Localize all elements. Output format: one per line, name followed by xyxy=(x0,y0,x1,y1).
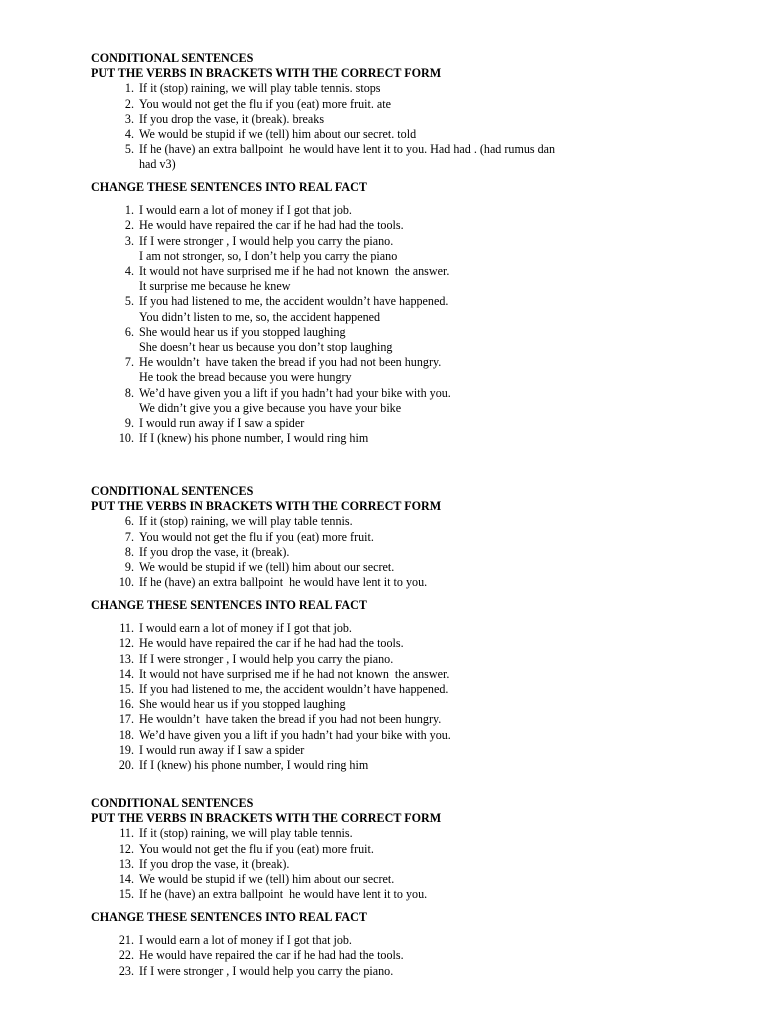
item-body xyxy=(135,234,397,264)
item-number: 2. xyxy=(124,218,134,233)
item-body xyxy=(135,386,451,416)
item-number: 6. xyxy=(124,324,134,339)
verb-form-list xyxy=(91,514,691,590)
item-answer: You didn’t listen to me, so, the accident happened xyxy=(139,309,381,324)
section-1 xyxy=(91,51,691,173)
item-number: 17. xyxy=(118,712,134,727)
item-text: I would run away if I saw a spider xyxy=(139,416,305,431)
item-body xyxy=(135,621,352,636)
item-number: 14. xyxy=(118,666,134,681)
item-number: 20. xyxy=(118,758,134,773)
item-number: 8. xyxy=(124,544,134,559)
section-2 xyxy=(91,484,691,590)
instruction-real-fact: CHANGE THESE SENTENCES INTO REAL FACT xyxy=(91,180,367,194)
item-body xyxy=(135,530,374,545)
item-body xyxy=(135,218,404,233)
item-answer: We didn’t give you a give because you have your bike xyxy=(139,400,402,415)
item-number: 8. xyxy=(124,385,134,400)
item-number: 2. xyxy=(124,96,134,111)
item-number: 10. xyxy=(118,431,134,446)
item-number: 11. xyxy=(119,621,134,636)
real-fact-list xyxy=(91,933,691,979)
item-number: 12. xyxy=(118,636,134,651)
item-number: 23. xyxy=(118,963,134,978)
item-text: I would run away if I saw a spider xyxy=(139,742,305,757)
item-answer: I am not stronger, so, I don’t help you carry the piano xyxy=(139,248,398,263)
list-item xyxy=(91,386,691,416)
item-number: 9. xyxy=(124,560,134,575)
list-item xyxy=(91,142,691,172)
item-answer: She doesn’t hear us because you don’t stop laughing xyxy=(139,340,393,355)
item-text: He would have repaired the car if he had had the tools. xyxy=(139,948,404,963)
item-answer: It surprise me because he knew xyxy=(139,279,291,294)
instruction-real-fact: CHANGE THESE SENTENCES INTO REAL FACT xyxy=(91,598,367,612)
item-body xyxy=(135,575,427,590)
item-number: 4. xyxy=(124,264,134,279)
item-answer: He took the bread because you were hungry xyxy=(139,370,352,385)
item-body xyxy=(135,560,394,575)
item-number: 16. xyxy=(118,697,134,712)
item-number: 7. xyxy=(124,529,134,544)
item-number: 11. xyxy=(119,826,134,841)
section-title: CONDITIONAL SENTENCES xyxy=(91,796,254,810)
item-text: If he (have) an extra ballpoint he would have lent it to you. xyxy=(139,575,428,590)
item-body xyxy=(135,887,427,902)
section-title: CONDITIONAL SENTENCES xyxy=(91,484,254,498)
list-item xyxy=(91,964,691,979)
list-item xyxy=(91,127,691,142)
section-1-part-2 xyxy=(91,180,691,446)
item-body xyxy=(135,355,441,385)
item-number: 3. xyxy=(124,233,134,248)
item-text: We would be stupid if we (tell) him about our secret. told xyxy=(139,127,417,142)
item-text: I would earn a lot of money if I got that job. xyxy=(139,621,352,636)
list-item xyxy=(91,652,691,667)
list-item xyxy=(91,636,691,651)
item-body xyxy=(135,964,393,979)
item-number: 3. xyxy=(124,111,134,126)
list-item xyxy=(91,697,691,712)
item-text: If you drop the vase, it (break). breaks xyxy=(139,111,325,126)
item-body xyxy=(135,826,353,841)
item-number: 18. xyxy=(118,727,134,742)
list-item xyxy=(91,355,691,385)
item-body xyxy=(135,652,393,667)
item-text: You would not get the flu if you (eat) more fruit. xyxy=(139,529,374,544)
item-body xyxy=(135,545,289,560)
list-item xyxy=(91,325,691,355)
item-body xyxy=(135,431,368,446)
item-text: He wouldn’t have taken the bread if you had not been hungry. xyxy=(139,712,442,727)
item-number: 12. xyxy=(118,841,134,856)
item-text: If you drop the vase, it (break). xyxy=(139,856,290,871)
item-text: If it (stop) raining, we will play table tennis. stops xyxy=(139,81,381,96)
list-item xyxy=(91,112,691,127)
item-body xyxy=(135,682,448,697)
item-body xyxy=(135,872,394,887)
item-text: If you had listened to me, the accident wouldn’t have happened. xyxy=(139,682,449,697)
section-2-part-2 xyxy=(91,598,691,773)
item-body xyxy=(135,127,416,142)
item-text: We’d have given you a lift if you hadn’t had your bike with you. xyxy=(139,385,451,400)
instruction-real-fact: CHANGE THESE SENTENCES INTO REAL FACT xyxy=(91,910,367,924)
list-item xyxy=(91,97,691,112)
item-text: If you had listened to me, the accident wouldn’t have happened. xyxy=(139,294,449,309)
item-text: I would earn a lot of money if I got that job. xyxy=(139,203,352,218)
item-text: He would have repaired the car if he had had the tools. xyxy=(139,636,404,651)
item-text: If I (knew) his phone number, I would ring him xyxy=(139,758,369,773)
item-number: 5. xyxy=(124,294,134,309)
item-text: If he (have) an extra ballpoint he would have lent it to you. xyxy=(139,887,428,902)
item-text: If I (knew) his phone number, I would ring him xyxy=(139,431,369,446)
item-text: If I were stronger , I would help you carry the piano. xyxy=(139,651,394,666)
item-number: 1. xyxy=(124,81,134,96)
item-body xyxy=(135,81,381,96)
item-text: If he (have) an extra ballpoint he would have lent it to you. Had had . (had rumus dan xyxy=(139,142,556,157)
item-text: We would be stupid if we (tell) him about our secret. xyxy=(139,872,395,887)
item-text: It would not have surprised me if he had not known the answer. xyxy=(139,264,450,279)
list-item xyxy=(91,575,691,590)
item-body xyxy=(135,712,441,727)
item-body xyxy=(135,948,404,963)
item-text: You would not get the flu if you (eat) more fruit. ate xyxy=(139,96,392,111)
section-3-part-2 xyxy=(91,910,691,979)
list-item xyxy=(91,294,691,324)
item-number: 7. xyxy=(124,355,134,370)
item-body xyxy=(135,416,304,431)
item-body xyxy=(135,697,346,712)
list-item xyxy=(91,887,691,902)
item-text: If it (stop) raining, we will play table tennis. xyxy=(139,826,353,841)
item-text: She would hear us if you stopped laughing xyxy=(139,697,346,712)
item-text: He wouldn’t have taken the bread if you had not been hungry. xyxy=(139,355,442,370)
instruction-correct-form: PUT THE VERBS IN BRACKETS WITH THE CORRECT FORM xyxy=(91,66,442,81)
list-item xyxy=(91,872,691,887)
item-text: I would earn a lot of money if I got that job. xyxy=(139,933,352,948)
item-body xyxy=(135,142,555,172)
item-body xyxy=(135,857,289,872)
list-item xyxy=(91,743,691,758)
list-item xyxy=(91,545,691,560)
section-title: CONDITIONAL SENTENCES xyxy=(91,51,254,65)
list-item xyxy=(91,621,691,636)
instruction-correct-form: PUT THE VERBS IN BRACKETS WITH THE CORRECT FORM xyxy=(91,811,442,826)
item-body xyxy=(135,728,451,743)
section-3 xyxy=(91,796,691,902)
item-text: She would hear us if you stopped laughing xyxy=(139,324,346,339)
item-text: We would be stupid if we (tell) him about our secret. xyxy=(139,560,395,575)
item-text: If I were stronger , I would help you carry the piano. xyxy=(139,963,394,978)
item-number: 1. xyxy=(124,203,134,218)
item-answer: had v3) xyxy=(139,157,176,172)
item-body xyxy=(135,636,404,651)
list-item xyxy=(91,857,691,872)
list-item xyxy=(91,530,691,545)
item-body xyxy=(135,758,368,773)
item-number: 19. xyxy=(118,742,134,757)
item-body xyxy=(135,842,374,857)
list-item xyxy=(91,826,691,841)
list-item xyxy=(91,758,691,773)
real-fact-list xyxy=(91,621,691,773)
item-number: 4. xyxy=(124,127,134,142)
instruction-correct-form: PUT THE VERBS IN BRACKETS WITH THE CORRECT FORM xyxy=(91,499,442,514)
real-fact-list xyxy=(91,203,691,446)
list-item xyxy=(91,416,691,431)
item-body xyxy=(135,667,449,682)
item-body xyxy=(135,325,392,355)
list-item xyxy=(91,514,691,529)
list-item xyxy=(91,682,691,697)
item-number: 6. xyxy=(124,514,134,529)
list-item xyxy=(91,948,691,963)
item-body xyxy=(135,112,324,127)
list-item xyxy=(91,203,691,218)
item-text: We’d have given you a lift if you hadn’t had your bike with you. xyxy=(139,727,451,742)
list-item xyxy=(91,560,691,575)
list-item xyxy=(91,431,691,446)
item-body xyxy=(135,294,448,324)
item-text: You would not get the flu if you (eat) more fruit. xyxy=(139,841,374,856)
item-number: 13. xyxy=(118,856,134,871)
item-text: It would not have surprised me if he had not known the answer. xyxy=(139,666,450,681)
item-text: If I were stronger , I would help you carry the piano. xyxy=(139,233,394,248)
item-body xyxy=(135,743,304,758)
item-text: If it (stop) raining, we will play table tennis. xyxy=(139,514,353,529)
list-item xyxy=(91,81,691,96)
verb-form-list xyxy=(91,826,691,902)
list-item xyxy=(91,728,691,743)
list-item xyxy=(91,712,691,727)
item-number: 14. xyxy=(118,872,134,887)
item-number: 5. xyxy=(124,142,134,157)
list-item xyxy=(91,667,691,682)
item-text: If you drop the vase, it (break). xyxy=(139,544,290,559)
item-number: 15. xyxy=(118,887,134,902)
item-body xyxy=(135,203,352,218)
item-number: 15. xyxy=(118,682,134,697)
item-number: 13. xyxy=(118,651,134,666)
item-number: 21. xyxy=(118,933,134,948)
item-text: He would have repaired the car if he had had the tools. xyxy=(139,218,404,233)
list-item xyxy=(91,933,691,948)
verb-form-list xyxy=(91,81,691,172)
item-body xyxy=(135,264,449,294)
item-number: 9. xyxy=(124,416,134,431)
list-item xyxy=(91,842,691,857)
item-number: 10. xyxy=(118,575,134,590)
item-number: 22. xyxy=(118,948,134,963)
item-body xyxy=(135,97,391,112)
list-item xyxy=(91,218,691,233)
list-item xyxy=(91,264,691,294)
item-body xyxy=(135,933,352,948)
list-item xyxy=(91,234,691,264)
item-body xyxy=(135,514,353,529)
